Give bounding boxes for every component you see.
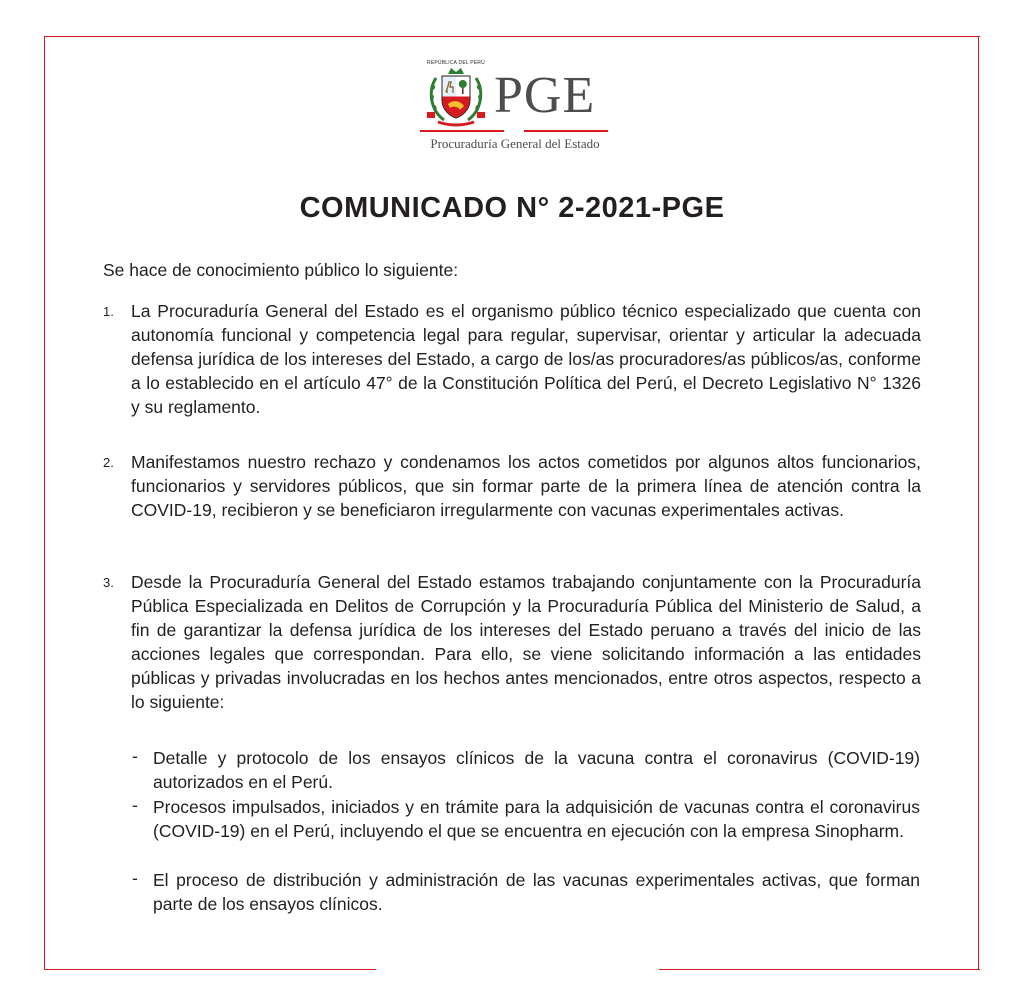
frame-bottom-right-border: [659, 969, 980, 970]
numbered-item: [103, 450, 921, 522]
bullet-text: El proceso de distribución y administración de las vacunas experimentales activas, que forman parte de los ensayos clínicos.: [153, 870, 920, 914]
item-number: 2.: [103, 455, 114, 470]
item-number: 3.: [103, 575, 114, 590]
seal-caption: REPÚBLICA DEL PERÚ: [427, 60, 485, 66]
pge-logo: [420, 58, 620, 170]
bullet-item: [132, 746, 920, 794]
logo-divider-left: [420, 130, 504, 132]
bullet-item: [132, 868, 920, 916]
document-title: COMUNICADO N° 2-2021-PGE: [299, 192, 725, 224]
bullet-text: Detalle y protocolo de los ensayos clínicos de la vacuna contra el coronavirus (COVID-19) autorizados en el Perú.: [153, 748, 920, 792]
logo-institution-name: Procuraduría General del Estado: [430, 136, 600, 151]
numbered-item: [103, 570, 921, 714]
intro-paragraph: Se hace de conocimiento público lo siguiente:: [103, 260, 459, 280]
item-number: 1.: [103, 304, 114, 319]
item-text: Desde la Procuraduría General del Estado estamos trabajando conjuntamente con la Procuraduría Pública Especializada en Delitos de Corrupción y la Procuraduría Pública del Ministerio de Salud, a fin de garantizar la defensa jurídica de los intereses del Estado peruano a través del inicio de las acciones legales que correspondan. Para ello, se viene solicitando información a las entidades públicas y privadas involucradas en los hechos antes mencionados, entre otros aspectos, respecto a lo siguiente:: [131, 572, 921, 712]
frame-left-border: [44, 36, 45, 970]
frame-top-border: [44, 36, 980, 37]
frame-bottom-left-border: [44, 969, 376, 970]
bullet-item: [132, 795, 920, 843]
frame-right-border: [978, 36, 979, 970]
bullet-dash: -: [132, 746, 138, 766]
bullet-dash: -: [132, 795, 138, 815]
coat-of-arms-icon: [426, 60, 486, 128]
logo-acronym: PGE: [494, 67, 596, 124]
item-text: Manifestamos nuestro rechazo y condenamos los actos cometidos por algunos altos funcionarios, funcionarios y servidores públicos, que sin formar parte de la primera línea de atención contra la COVID-19, recibieron y se beneficiaron irregularmente con vacunas experimentales activas.: [131, 452, 921, 520]
bullet-dash: -: [132, 868, 138, 888]
logo-divider-right: [524, 130, 608, 132]
numbered-item: [103, 299, 921, 419]
item-text: La Procuraduría General del Estado es el organismo público técnico especializado que cuenta con autonomía funcional y competencia legal para regular, supervisar, orientar y articular la adecuada defensa jurídica de los intereses del Estado, a cargo de los/as procuradores/as públicos/as, conforme a lo establecido en el artículo 47° de la Constitución Política del Perú, el Decreto Legislativo N° 1326 y su reglamento.: [131, 301, 921, 417]
bullet-text: Procesos impulsados, iniciados y en trámite para la adquisición de vacunas contra el coronavirus (COVID-19) en el Perú, incluyendo el que se encuentra en ejecución con la empresa Sinopharm.: [153, 797, 920, 841]
